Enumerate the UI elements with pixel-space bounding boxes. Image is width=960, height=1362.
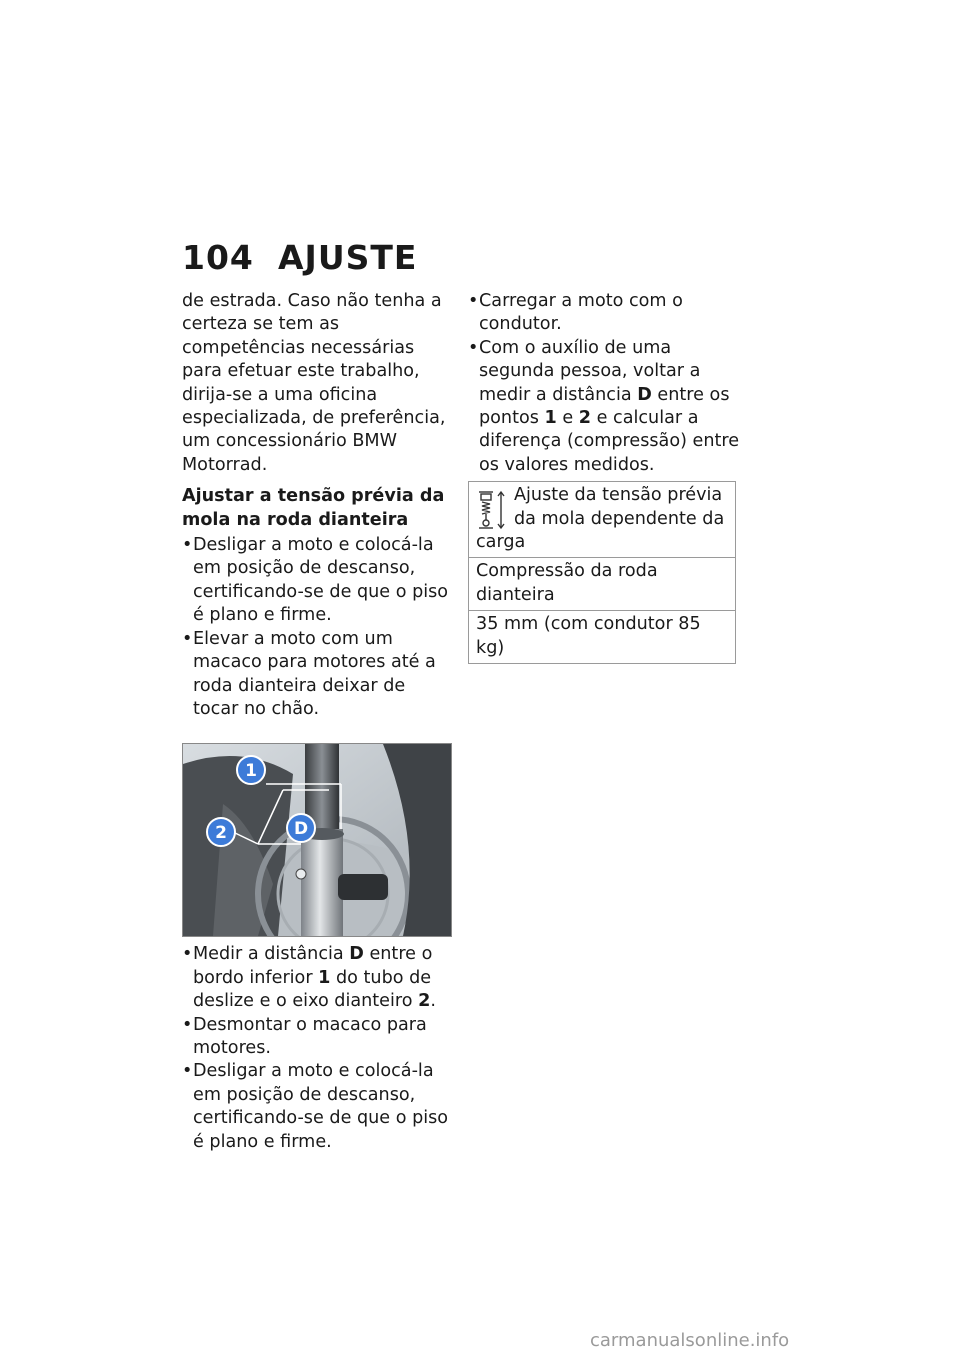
table-row (469, 611, 736, 664)
table-cell: Compressão da roda dianteira (469, 558, 736, 611)
text-run: entre os pontos (479, 384, 730, 429)
spring-preload-icon (476, 488, 506, 530)
fork-measurement-photo (182, 743, 452, 937)
step-list-2 (182, 943, 450, 1154)
right-column (468, 290, 740, 664)
bold-ref: D (349, 944, 364, 965)
text-run: e calcular a diferença (compressão) entre os valores medidos. (479, 408, 740, 475)
list-item: • Desligar a moto e colocá-la em posição de descanso, certificando-se de que o piso é plano e firme. (182, 1060, 450, 1154)
section-heading: Ajustar a tensão prévia da mola na roda dianteira (182, 486, 445, 530)
label-d: D (293, 819, 309, 840)
label-2-marker (207, 818, 235, 846)
fork-illustration (183, 744, 451, 936)
list-item: • Desmontar o macaco para motores. (182, 1014, 450, 1061)
intro-paragraph: de estrada. Caso não tenha a certeza se tem as competências necessárias para efetuar este trabalho, dirija-se a uma oficina especializada, de preferência, um concessionário BMW Motorrad. (182, 291, 446, 475)
table-title: Ajuste da tensão prévia da mola dependente da carga (476, 485, 725, 553)
list-item: • Elevar a moto com um macaco para motores até a roda dianteira deixar de tocar no chão. (182, 628, 450, 722)
table-row (469, 558, 736, 611)
bold-ref: D (637, 384, 652, 405)
spec-table (468, 481, 736, 664)
label-2: 2 (215, 823, 227, 844)
table-row (469, 482, 736, 558)
text-run: do tubo de deslize e o eixo dianteiro (193, 967, 432, 1012)
step-list-3 (468, 290, 740, 477)
page-number: 104 (182, 238, 254, 277)
text-run: . (430, 991, 436, 1012)
page-header (182, 238, 417, 277)
list-item (182, 943, 450, 1013)
text-run: entre o bordo inferior (193, 944, 433, 988)
bold-ref: 2 (418, 991, 431, 1012)
step-list-1 (182, 534, 450, 721)
bold-ref: 2 (578, 408, 592, 429)
table-header-cell (469, 482, 736, 558)
bold-ref: 1 (544, 408, 557, 429)
left-column (182, 290, 450, 1154)
list-item: • Carregar a moto com o condutor. (468, 290, 740, 337)
section-title: AJUSTE (278, 238, 418, 277)
watermark: carmanualsonline.info (590, 1330, 790, 1351)
text-run: Medir a distância (193, 944, 350, 965)
table-cell: 35 mm (com condutor 85 kg) (469, 611, 736, 664)
list-item (468, 337, 740, 477)
label-d-marker (287, 814, 315, 842)
text-run: e (556, 408, 579, 429)
list-item: • Desligar a moto e colocá-la em posição de descanso, certificando-se de que o piso é plano e firme. (182, 534, 450, 628)
bold-ref: 1 (318, 967, 331, 988)
label-1-marker (237, 756, 265, 784)
text-run: Com o auxílio de uma segunda pessoa, voltar a medir a distância (479, 337, 701, 405)
label-1: 1 (245, 761, 257, 782)
